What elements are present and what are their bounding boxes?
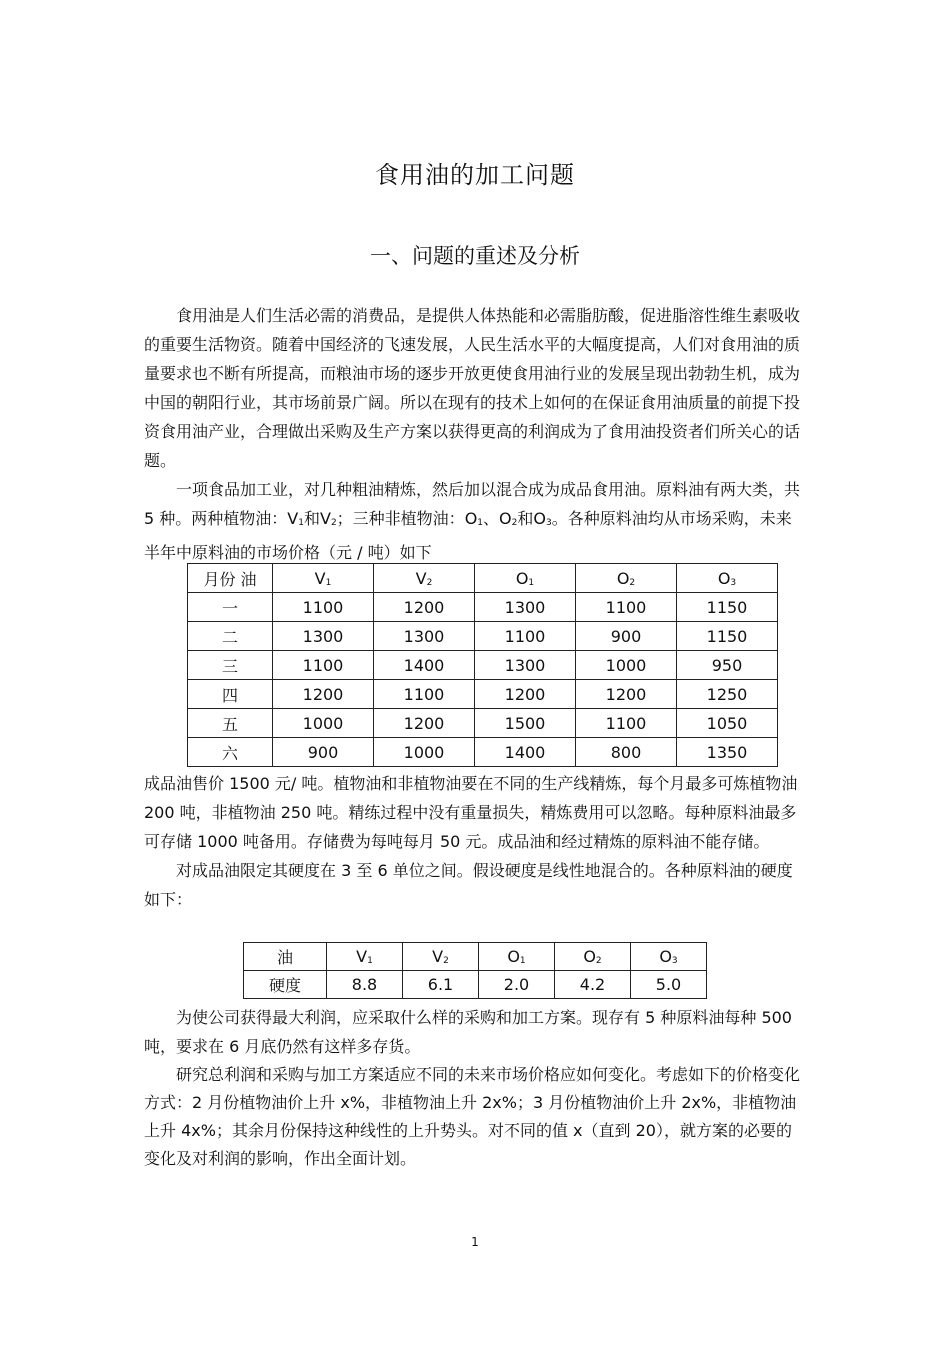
para2-text: 一项食品加工业，对几种粗油精炼，然后加以混合成为成品食用油。原料油有两大类，共 5 种。两种植物油：$V_1$和$V_2$；三种非植物油：$O_1$、$O_2$和$O_3$。各种原料油均从市场采购，未来半年中原料油的市场价格（元 / 吨）如下 — [144, 480, 801, 562]
hardness-table — [243, 942, 707, 999]
price-cell: 1300 — [374, 622, 475, 651]
price-cell: 1100 — [576, 709, 677, 738]
price-cell: 1200 — [374, 709, 475, 738]
price-cell: 1150 — [677, 622, 778, 651]
header-o1: $O_1$ — [479, 943, 555, 971]
header-o2: $O_2$ — [576, 564, 677, 593]
paragraph-intro — [144, 301, 806, 567]
hardness-cell: 2.0 — [479, 971, 555, 999]
para5-text: 为使公司获得最大利润，应采取什么样的采购和加工方案。现存有 5 种原料油每种 500 吨，要求在 6 月底仍然有这样多存货。 — [144, 1008, 792, 1056]
price-cell: 1250 — [677, 680, 778, 709]
price-cell: 1400 — [475, 738, 576, 767]
paragraph-question — [144, 1003, 806, 1173]
month-cell: 一 — [188, 593, 273, 622]
header-v2: $V_2$ — [403, 943, 479, 971]
table-row — [188, 738, 778, 767]
page-number: 1 — [471, 1235, 479, 1249]
table-row — [188, 622, 778, 651]
price-cell: 1500 — [475, 709, 576, 738]
month-cell: 四 — [188, 680, 273, 709]
price-cell: 1150 — [677, 593, 778, 622]
price-cell: 800 — [576, 738, 677, 767]
header-v1: $V_1$ — [327, 943, 403, 971]
header-v1: $V_1$ — [273, 564, 374, 593]
header-month-oil: 月份 油 — [188, 564, 273, 593]
para3-text: 成品油售价 1500 元/ 吨。植物油和非植物油要在不同的生产线精炼，每个月最多可炼植物油 200 吨，非植物油 250 吨。精练过程中没有重量损失，精炼费用可以忽略。每种原料油最多可存储 1000 吨备用。存储费为每吨每月 50 元。成品油和经过精炼的原料油不能存储。 — [144, 774, 798, 851]
table-row — [244, 971, 707, 999]
price-table — [187, 563, 778, 767]
para6-text: 研究总利润和采购与加工方案适应不同的未来市场价格应如何变化。考虑如下的价格变化方式：2 月份植物油价上升 x%，非植物油上升 2x%；3 月份植物油价上升 2x%，非植物油上升 4x%；其余月份保持这种线性的上升势头。对不同的值 x（直到 20），就方案的必要的变化及对利润的影响，作出全面计划。 — [144, 1065, 801, 1168]
header-o3: $O_3$ — [631, 943, 707, 971]
para4-text: 对成品油限定其硬度在 3 至 6 单位之间。假设硬度是线性地混合的。各种原料油的硬度如下： — [144, 861, 793, 909]
price-cell: 1000 — [374, 738, 475, 767]
paragraph-specs — [144, 769, 806, 914]
table-row — [188, 709, 778, 738]
hardness-cell: 6.1 — [403, 971, 479, 999]
price-cell: 1350 — [677, 738, 778, 767]
oil-label-cell: 油 — [244, 943, 327, 971]
price-cell: 1100 — [475, 622, 576, 651]
price-cell: 900 — [273, 738, 374, 767]
page-title: 食用油的加工问题 — [375, 161, 575, 189]
price-cell: 1050 — [677, 709, 778, 738]
header-o2: $O_2$ — [555, 943, 631, 971]
price-table-header — [188, 564, 778, 593]
table-row — [244, 943, 707, 971]
price-cell: 1200 — [374, 593, 475, 622]
month-cell: 六 — [188, 738, 273, 767]
hardness-label-cell: 硬度 — [244, 971, 327, 999]
price-cell: 1000 — [576, 651, 677, 680]
month-cell: 二 — [188, 622, 273, 651]
hardness-cell: 8.8 — [327, 971, 403, 999]
price-cell: 1400 — [374, 651, 475, 680]
header-v2: $V_2$ — [374, 564, 475, 593]
table-row — [188, 680, 778, 709]
para1-text: 食用油是人们生活必需的消费品，是提供人体热能和必需脂肪酸，促进脂溶性维生素吸收的重要生活物资。随着中国经济的飞速发展，人民生活水平的大幅度提高，人们对食用油的质量要求也不断有所提高，而粮油市场的逐步开放更使食用油行业的发展呈现出勃勃生机，成为中国的朝阳行业，其市场前景广阔。所以在现有的技术上如何的在保证食用油质量的前提下投资食用油产业，合理做出采购及生产方案以获得更高的利润成为了食用油投资者们所关心的话题。 — [144, 306, 801, 470]
price-cell: 900 — [576, 622, 677, 651]
price-cell: 1300 — [273, 622, 374, 651]
price-cell: 1200 — [273, 680, 374, 709]
price-cell: 1300 — [475, 593, 576, 622]
month-cell: 五 — [188, 709, 273, 738]
header-o1: $O_1$ — [475, 564, 576, 593]
month-cell: 三 — [188, 651, 273, 680]
table-row — [188, 593, 778, 622]
hardness-cell: 5.0 — [631, 971, 707, 999]
price-cell: 1200 — [475, 680, 576, 709]
price-cell: 1100 — [273, 651, 374, 680]
price-cell: 1000 — [273, 709, 374, 738]
price-cell: 1100 — [273, 593, 374, 622]
table-row — [188, 651, 778, 680]
section-heading: 一、问题的重述及分析 — [370, 244, 580, 268]
hardness-cell: 4.2 — [555, 971, 631, 999]
price-cell: 1100 — [576, 593, 677, 622]
price-cell: 1100 — [374, 680, 475, 709]
price-cell: 1200 — [576, 680, 677, 709]
header-o3: $O_3$ — [677, 564, 778, 593]
price-cell: 950 — [677, 651, 778, 680]
price-cell: 1300 — [475, 651, 576, 680]
